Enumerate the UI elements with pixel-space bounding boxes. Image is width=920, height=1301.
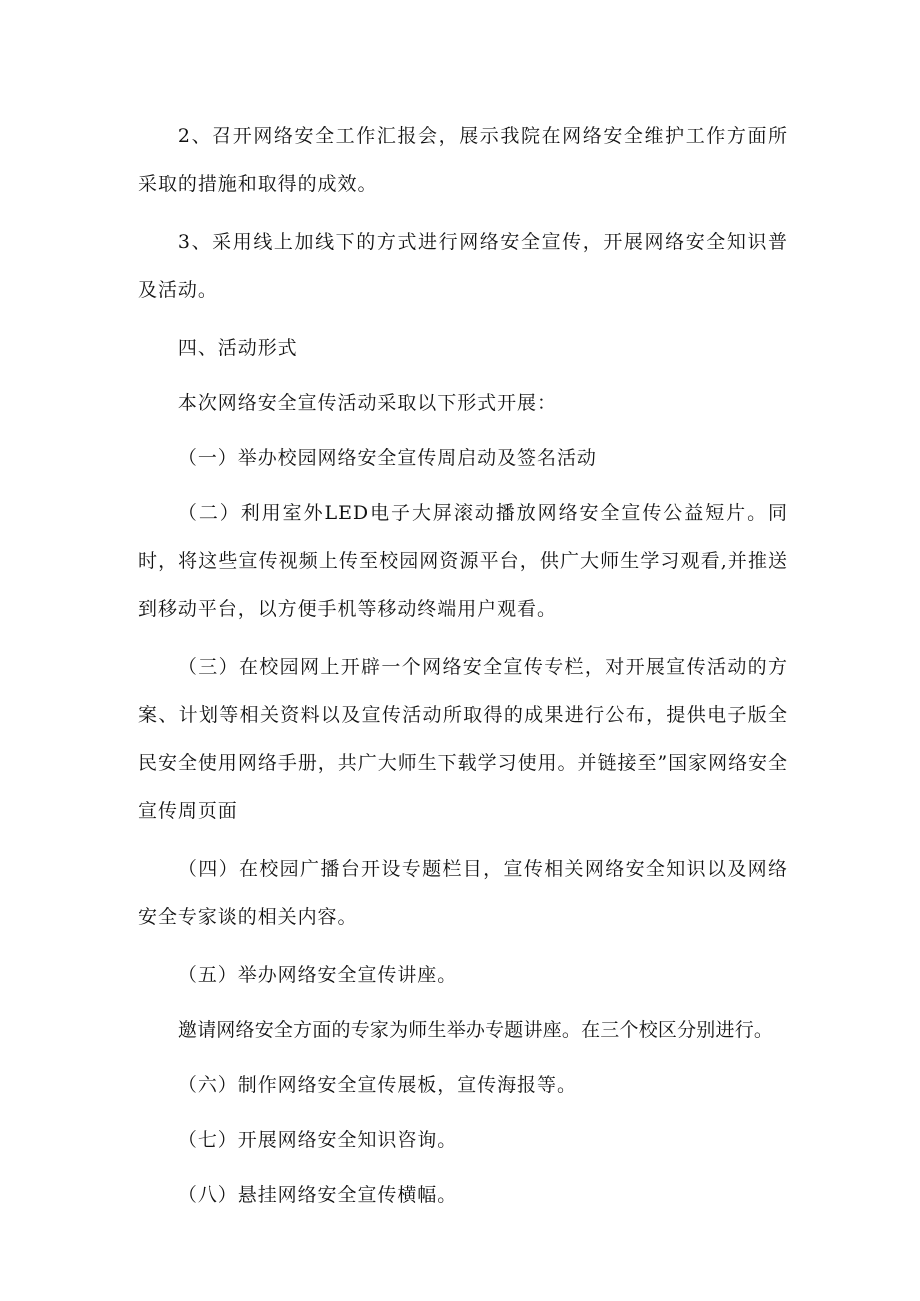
list-item-5: （五）举办网络安全宣传讲座。 (177, 964, 458, 986)
list-item-8: （八）悬挂网络安全宣传横幅。 (177, 1184, 458, 1206)
document-body (138, 112, 788, 1226)
list-item-7: （七）开展网络安全知识咨询。 (177, 1129, 458, 1151)
paragraph-work-report: 2、召开网络安全工作汇报会，展示我院在网络安全维护工作方面所采取的措施和取得的成效。 (138, 125, 788, 195)
paragraph-lecture-detail: 邀请网络安全方面的专家为师生举办专题讲座。在三个校区分别进行。 (177, 1019, 774, 1041)
paragraph-publicity-method: 3、采用线上加线下的方式进行网络安全宣传，开展网络安全知识普及活动。 (138, 231, 788, 301)
list-item-2: （二）利用室外LED电子大屏滚动播放网络安全宣传公益短片。同时，将这些宣传视频上传至校园网资源平台，供广大师生学习观看,并推送到移动平台，以方便手机等移动终端用户观看。 (138, 502, 788, 620)
list-item-1: （一）举办校园网络安全宣传周启动及签名活动 (177, 447, 597, 469)
section-heading-activity-form: 四、活动形式 (177, 337, 298, 359)
list-item-4: （四）在校园广播台开设专题栏目，宣传相关网络安全知识以及网络安全专家谈的相关内容。 (138, 858, 788, 928)
list-item-6: （六）制作网络安全宣传展板，宣传海报等。 (177, 1074, 577, 1096)
paragraph-activity-intro: 本次网络安全宣传活动采取以下形式开展： (177, 392, 557, 414)
list-item-3: （三）在校园网上开辟一个网络安全宣传专栏，对开展宣传活动的方案、计划等相关资料以及宣传活动所取得的成果进行公布，提供电子版全民安全使用网络手册，共广大师生下载学习使用。并链接至”国家网络安全宣传周页面 (138, 656, 788, 822)
